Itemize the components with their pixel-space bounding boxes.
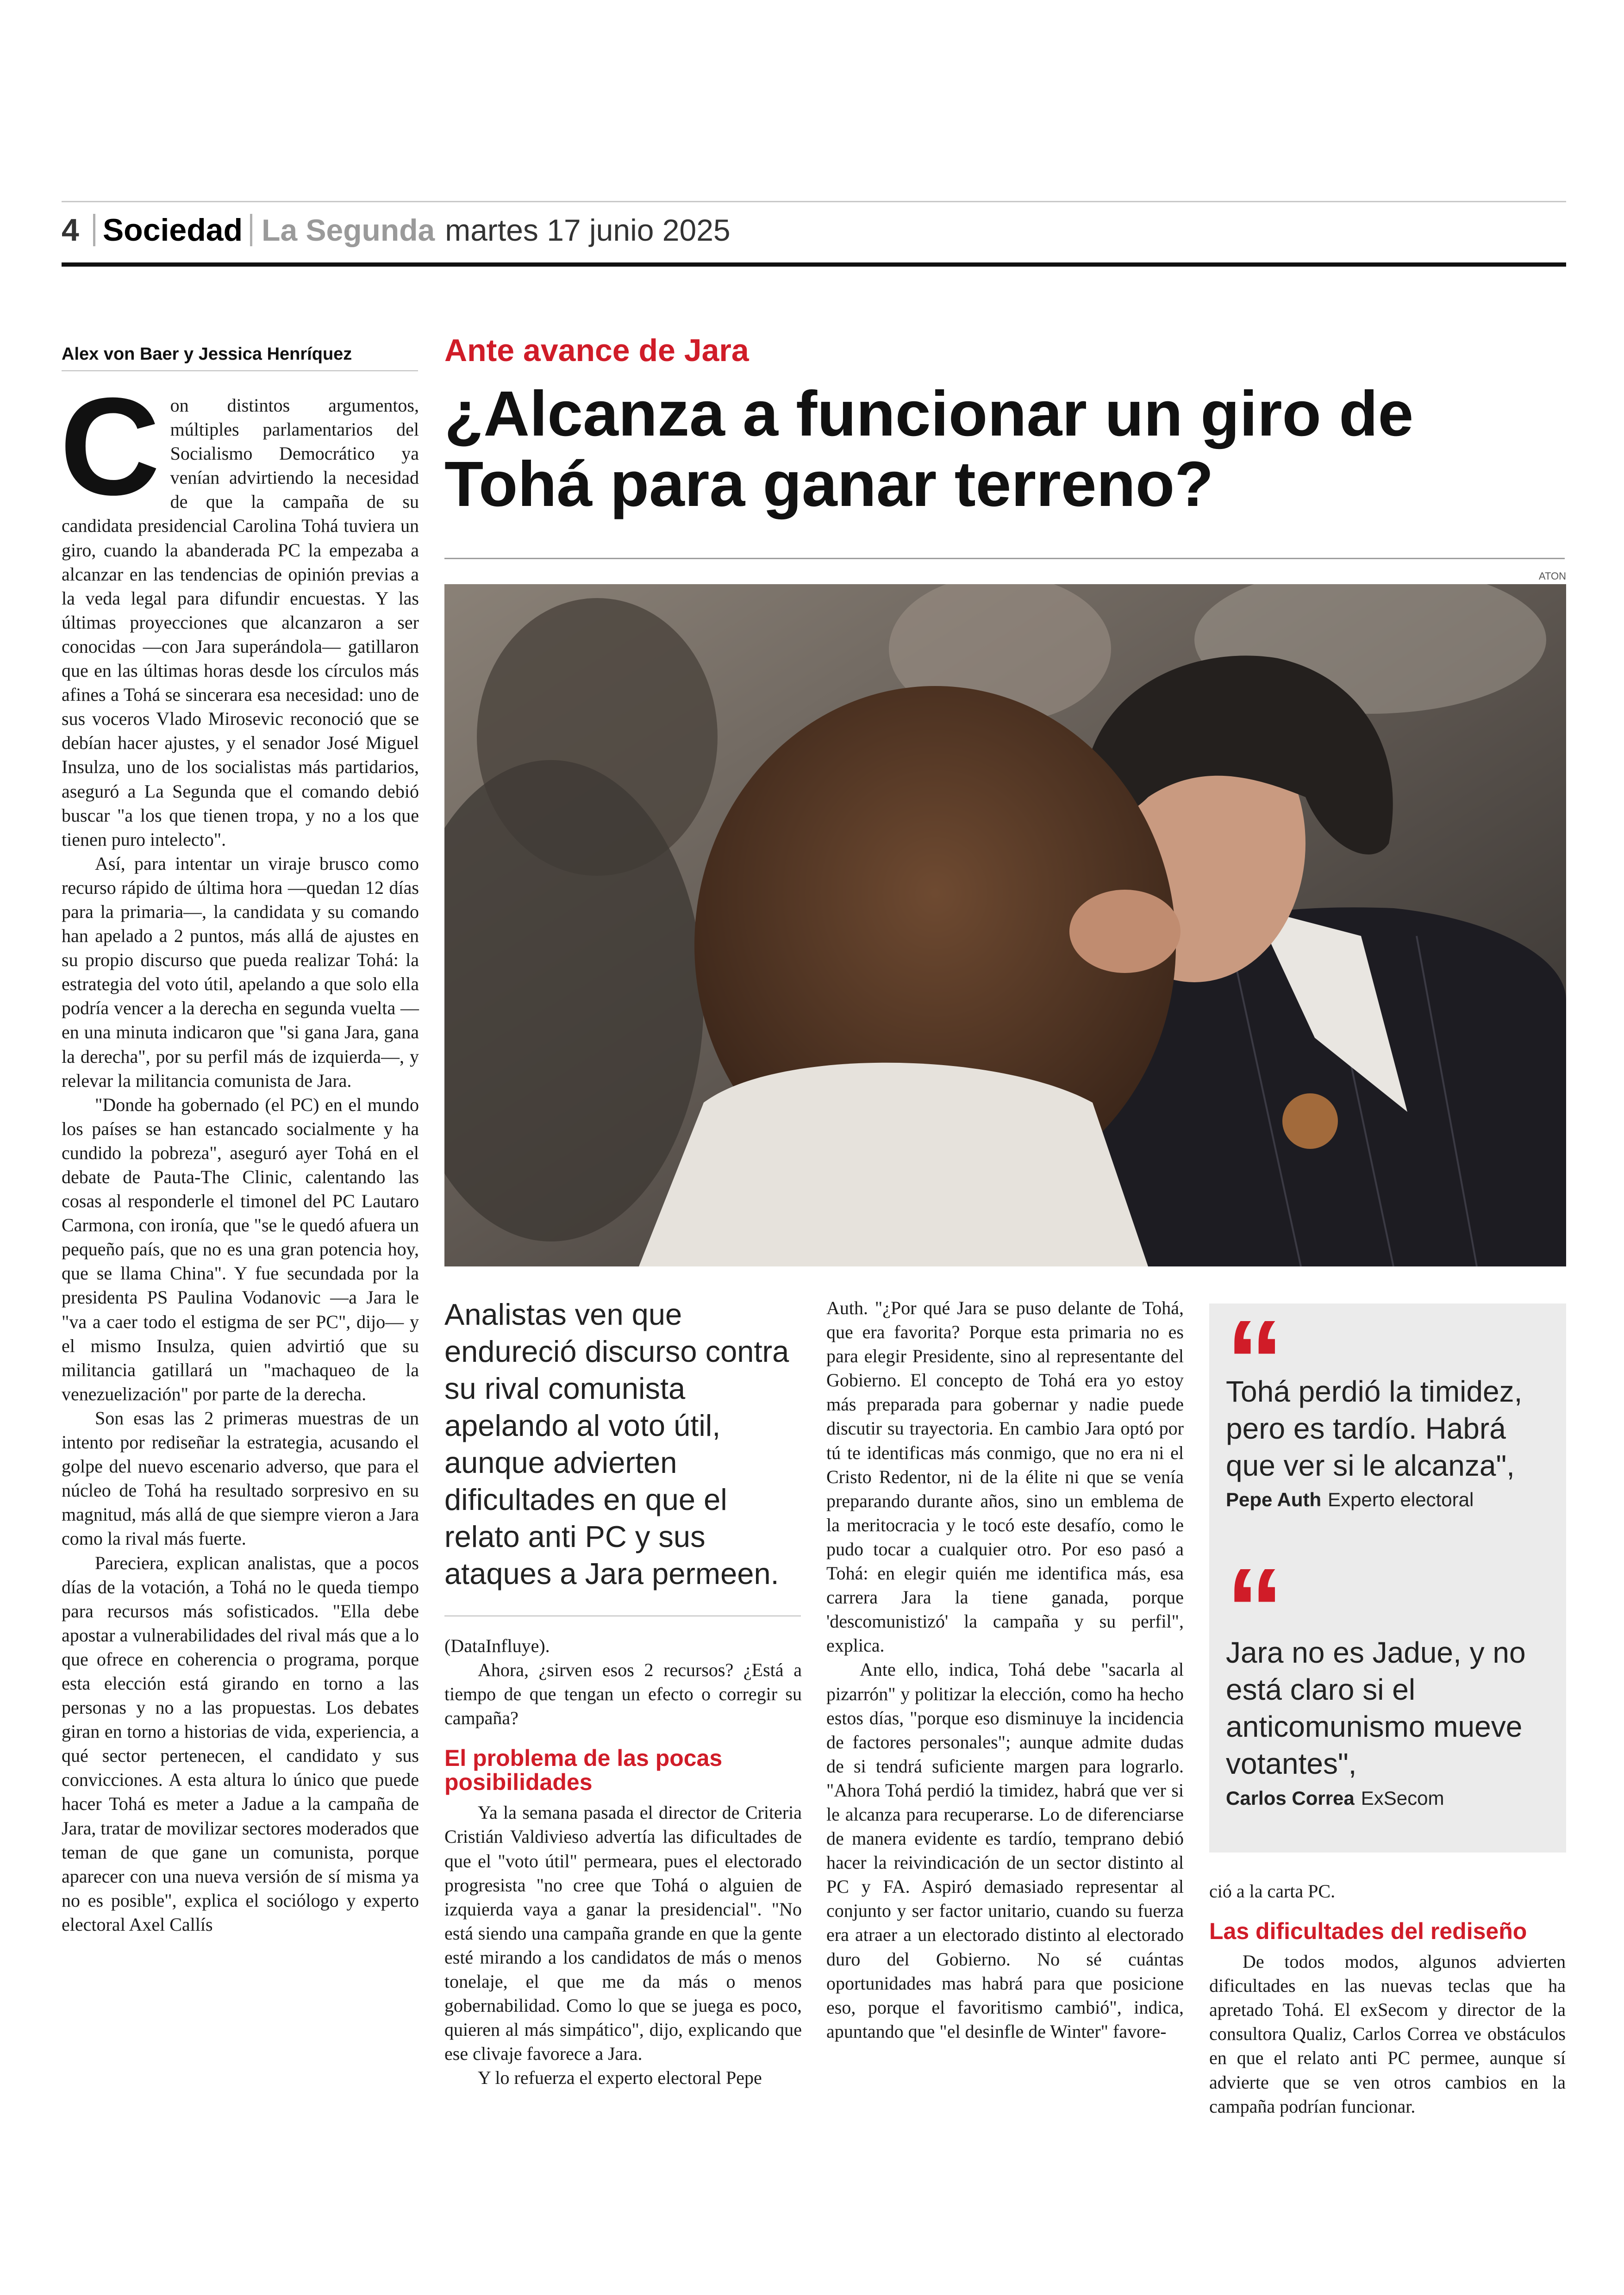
paragraph: Son esas las 2 primeras muestras de un intento por rediseñar la estrategia, acusando el golpe del nuevo escenario adverso, que para el núcleo de Tohá ha resultado sorpresivo en su magnitud, más allá de que siempre vieron a Jara como la rival más fuerte. — [62, 1407, 419, 1549]
subheading: Las dificultades del rediseño — [1209, 1918, 1527, 1945]
pull-quote: Tohá perdió la timidez, pero es tardío. Habrá que ver si le alcanza", — [1226, 1375, 1523, 1482]
paragraph: "Donde ha gobernado (el PC) en el mundo los países se han estancado socialmente y ha cundido la pobreza", aseguró ayer Tohá en el debate de Pauta-The Clinic, calentando las cosas al responderle el timonel del PC Lautaro Carmona, con ironía, que "se le quedó afuera un pequeño país, que no es una gran potencia hoy, que se llama China". Y fue secundada por la presidenta PS Paulina Vodanovic —a Jara le "va a caer todo el estigma de ser PC", dijo— y el mismo Insulza, quien advirtió que su militancia gatillará un "machaqueo de la venezuelización" por parte de la derecha. — [62, 1094, 419, 1404]
headline: ¿Alcanza a funcionar un giro de Tohá para ganar terreno? — [444, 378, 1414, 520]
quote-author-role: Experto electoral — [1328, 1489, 1474, 1510]
paragraph: De todos modos, algunos advierten dificultades en las nuevas teclas que ha apretado Tohá. El exSecom y director de la consultora Qualiz, Carlos Correa ve obstáculos en que el relato anti PC permee, aunque sí advierte que se ven otros cambios en la campaña podrían funcionar. — [1209, 1951, 1566, 2117]
paragraph: Ahora, ¿sirven esos 2 recursos? ¿Está a tiempo de que tengan un efecto o corregir su campaña? — [444, 1659, 802, 1729]
article-photo — [444, 584, 1566, 1266]
paragraph: Ante ello, indica, Tohá debe "sacarla al pizarrón" y politizar la elección, como ha hecho estos días, "porque eso disminuye la incidencia de factores personales"; aunque admite dudas de si tendrá suficiente margen para lograrlo. "Ahora Tohá perdió la timidez, habrá que ver si le alcanza para recuperarse. Lo de diferenciarse de manera evidente es tardío, temprano debió hacer la reivindicación de un sector distinto al PC y FA. Aspiró demasiado representar al conjunto y ser factor unitario, cuando su fuerza era atraer a un electorado distinto al electorado duro del Gobierno. No sé cuántas oportunidades mas habrá para que posicione eso, porque el favoritismo cambió", indica, apuntando que "el desinfle de Winter" favore- — [826, 1659, 1184, 2042]
quote-attribution — [1226, 1489, 1474, 1511]
masthead-rule — [62, 262, 1566, 267]
quote-attribution — [1226, 1787, 1444, 1809]
header-divider — [93, 214, 95, 246]
pull-quote: Jara no es Jadue, y no está claro si el anticomunismo mueve votantes", — [1226, 1636, 1526, 1780]
paragraph: (DataInfluye). — [444, 1635, 550, 1656]
body-column-2 — [444, 1634, 802, 2090]
paragraph: Pareciera, explican analistas, que a pocos días de la votación, a Tohá no le queda tiempo para recursos más sofisticados. "Ella debe apostar a vulnerabilidades del rival más que a lo que ofrece en coherencia o programa, porque esta elección está girando en torno a las personas y no a las propuestas. Los debates giran en torno a historias de vida, experiencia, a qué sector pertenecen, el candidato y sus convicciones. A esta altura lo único que puede hacer Tohá es meter a Jadue a la campaña de Jara, tratar de movilizar sectores moderados que teman de que gane un comunista, porque aparecer con una nueva versión de sí misma ya no es posible", explica el sociólogo y experto electoral Axel Callís — [62, 1552, 419, 1935]
quote-author: Pepe Auth — [1226, 1489, 1322, 1510]
paragraph: on distintos argumentos, múltiples parlamentarios del Socialismo Democrático ya venían advirtiendo la necesidad de que la campaña de su candidata presidencial Carolina Tohá tuviera un giro, cuando la abanderada PC la empezaba a alcanzar en las tendencias de opinión previas a la veda legal para difundir encuestas. Y las últimas proyecciones que alcanzaron a ser conocidas —con Jara superándola— gatillaron que en las últimas horas desde los círculos más afines a Tohá se sincerara esa necesidad: uno de sus voceros Vlado Mirosevic reconoció que se debían hacer ajustes, y el senador José Miguel Insulza, uno de los socialistas más partidarios, aseguró a La Segunda que el comando debió buscar "a los que tienen tropa, y no a los que tienen puro intelecto". — [62, 395, 419, 850]
byline: Alex von Baer y Jessica Henríquez — [62, 344, 352, 364]
subheading: El problema de las pocas posibilidades — [444, 1745, 723, 1796]
standfirst: Analistas ven que endureció discurso contra su rival comunista apelando al voto útil, aunque advierten dificultades en que el relato anti PC y sus ataques a Jara permeen. — [444, 1297, 789, 1590]
quotes-box — [1209, 1296, 1566, 1852]
newspaper-name: La Segunda — [262, 213, 435, 247]
paragraph: ció a la carta PC. — [1209, 1881, 1336, 1902]
quote-mark-icon: “ — [1226, 1296, 1284, 1425]
top-rule — [62, 201, 1566, 202]
quote-mark-icon: “ — [1226, 1544, 1284, 1673]
body-column-4 — [1209, 1879, 1566, 2119]
body-column-1 — [60, 368, 419, 1937]
headline-rule — [444, 558, 1565, 559]
quote-author: Carlos Correa — [1226, 1787, 1355, 1809]
kicker: Ante avance de Jara — [444, 333, 749, 368]
photo-credit: ATON — [1538, 570, 1566, 582]
paragraph: Auth. "¿Por qué Jara se puso delante de Tohá, que era favorita? Porque esta primaria no es para elegir Presidente, sino al representante del Gobierno. El concepto de Tohá era yo estoy más preparada para gobernar y nadie puede discutir su trayectoria. En cambio Jara optó por tú te identificas más conmigo, que no era ni el Cristo Redentor, ni de la élite ni que se venía preparando durante años, sino un emblema de la meritocracia y le tocó este desafío, como le pudo tocar a cualquier otro. Por eso pasó a Tohá: en elegir quién me identifica más, esa carrera Jara la tiene ganada, porque 'descomunistizó' la campaña y su perfil", explica. — [826, 1297, 1184, 1656]
quote-author-role: ExSecom — [1361, 1787, 1444, 1809]
drop-cap: C — [60, 368, 160, 524]
page-header — [62, 209, 731, 251]
paragraph: Y lo refuerza el experto electoral Pepe — [478, 2067, 762, 2089]
standfirst-rule — [444, 1615, 801, 1616]
paragraph: Ya la semana pasada el director de Criteria Cristián Valdivieso advertía las dificultades de que el "voto útil" permeara, pues el electorado progresista "no cree que Tohá o alguien de izquierda vaya a ganar la presidencial". "No está siendo una campaña grande en que la gente esté mirando a los candidatos de más o menos tonelaje, el que me da más o menos gobernabilidad. Como lo que se juega es poco, quieren al más simpático", dijo, explicando que ese clivaje favorece a Jara. — [444, 1802, 802, 2064]
section-name: Sociedad — [102, 212, 243, 248]
paragraph: Así, para intentar un viraje brusco como recurso rápido de última hora —quedan 12 días para la primaria—, la candidata y su comando han apelado a 2 puntos, más allá de ajustes en su propio discurso que pueda realizar Tohá: la estrategia del voto útil, apelando a que solo ella podría vencer a la derecha en segunda vuelta —en una minuta indicaron que "si gana Jara, gana la derecha", por su perfil más de izquierda—, y relevar la militancia comunista de Jara. — [62, 853, 419, 1091]
body-column-3 — [826, 1296, 1184, 2044]
issue-date: martes 17 junio 2025 — [445, 213, 731, 247]
header-divider — [250, 214, 252, 246]
page-number: 4 — [62, 212, 79, 248]
